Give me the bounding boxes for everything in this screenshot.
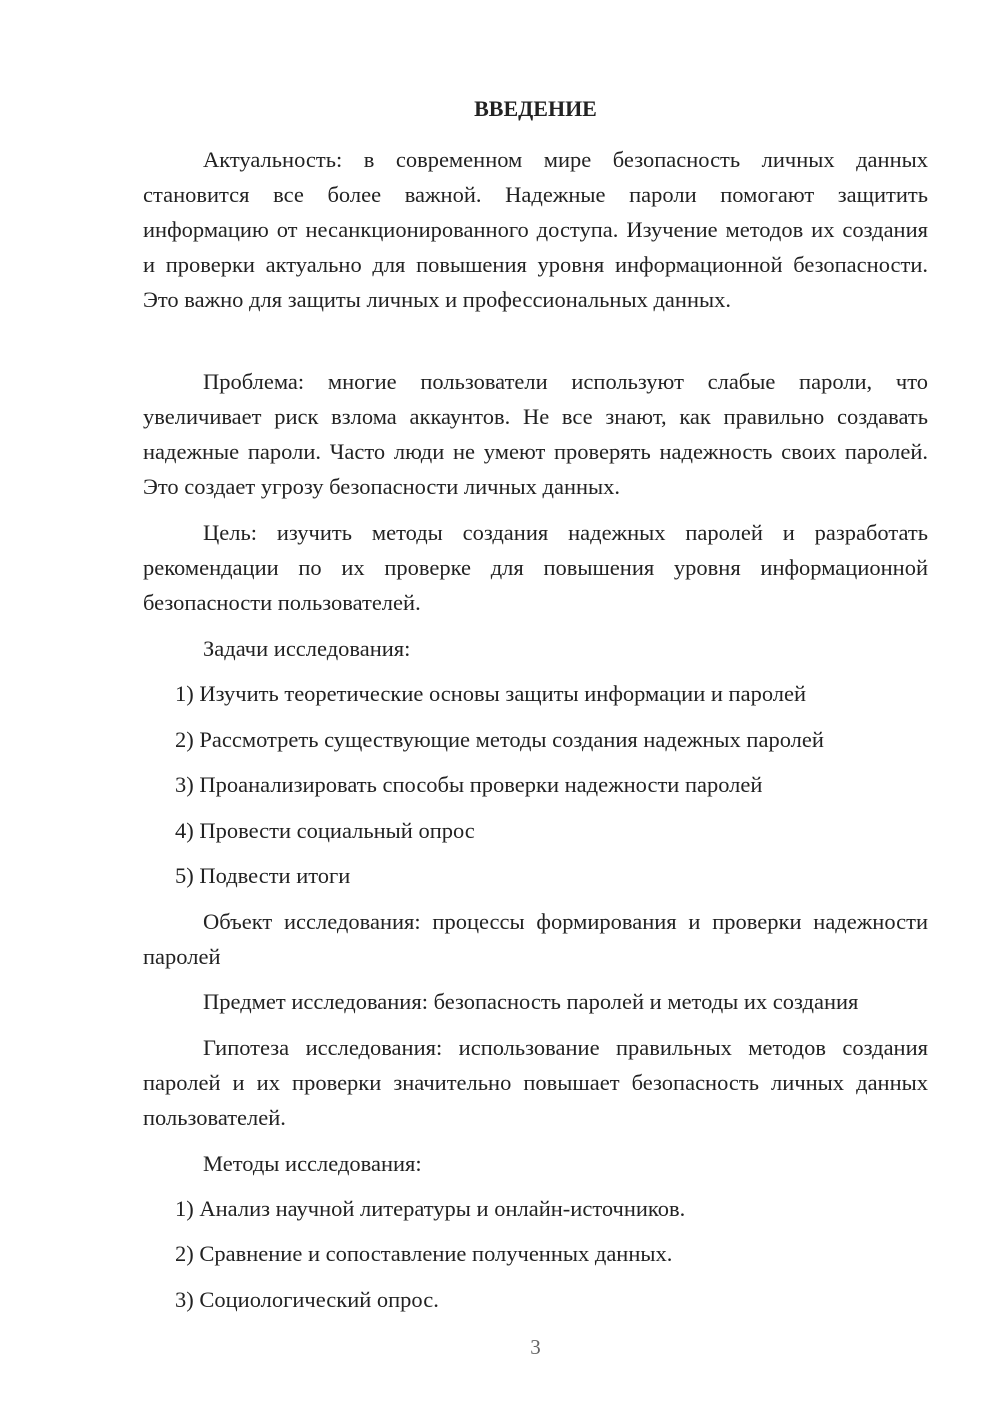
- method-item-2: 2) Сравнение и сопоставление полученных данных.: [175, 1241, 673, 1266]
- task-item-1: 1) Изучить теоретические основы защиты информации и паролей: [175, 681, 807, 706]
- task-item-4: 4) Провести социальный опрос: [175, 818, 475, 843]
- method-item-3: 3) Социологический опрос.: [175, 1287, 439, 1312]
- methods-heading: Методы исследования:: [203, 1151, 422, 1176]
- paragraph-hypothesis: Гипотеза исследования: использование правильных методов создания паролей и их проверки значительно повышает безопасность личных данных пользователей.: [143, 1035, 928, 1130]
- page-title: ВВЕДЕНИЕ: [474, 96, 597, 121]
- paragraph-goal: Цель: изучить методы создания надежных паролей и разработать рекомендации по их проверке для повышения уровня информационной безопасности пользователей.: [143, 520, 928, 615]
- paragraph-object: Объект исследования: процессы формирования и проверки надежности паролей: [143, 909, 928, 969]
- paragraph-relevance: Актуальность: в современном мире безопасность личных данных становится все более важной. Надежные пароли помогают защитить информацию от несанкционированного доступа. Изучение методов их создания и проверки актуально для повышения уровня информационной безопасности. Это важно для защиты личных и профессиональных данных.: [143, 147, 928, 312]
- task-item-5: 5) Подвести итоги: [175, 863, 351, 888]
- page-number: 3: [530, 1335, 541, 1359]
- paragraph-problem: Проблема: многие пользователи используют слабые пароли, что увеличивает риск взлома аккаунтов. Не все знают, как правильно создавать надежные пароли. Часто люди не умеют проверять надежность своих паролей. Это создает угрозу безопасности личных данных.: [143, 369, 928, 499]
- task-item-3: 3) Проанализировать способы проверки надежности паролей: [175, 772, 763, 797]
- method-item-1: 1) Анализ научной литературы и онлайн-источников.: [175, 1196, 686, 1221]
- paragraph-subject: Предмет исследования: безопасность паролей и методы их создания: [203, 989, 859, 1014]
- tasks-heading: Задачи исследования:: [203, 636, 411, 661]
- task-item-2: 2) Рассмотреть существующие методы создания надежных паролей: [175, 727, 824, 752]
